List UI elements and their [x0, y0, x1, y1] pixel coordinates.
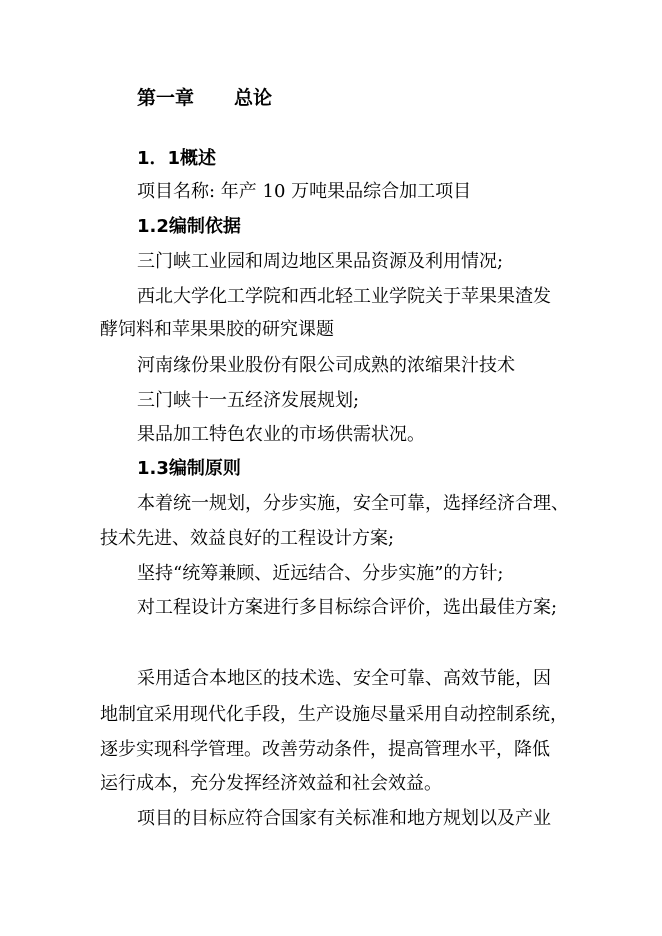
chapter-heading — [137, 86, 272, 110]
chapter-number: 第一章 — [137, 87, 195, 109]
section-heading-1-1: 1．1概述 — [137, 148, 217, 169]
basis-line: 酵饲料和苹果果胶的研究课题 — [100, 319, 334, 340]
basis-line: 三门峡十一五经济发展规划; — [137, 390, 360, 411]
principle-line: 对工程设计方案进行多目标综合评价，选出最佳方案; — [137, 597, 558, 618]
section-heading-1-3: 1.3编制原则 — [137, 458, 241, 479]
paragraph-line: 地制宜采用现代化手段，生产设施尽量采用自动控制系统， — [100, 704, 568, 725]
section-heading-1-2: 1.2编制依据 — [137, 216, 241, 237]
basis-line: 三门峡工业园和周边地区果品资源及利用情况; — [137, 251, 504, 272]
basis-line: 果品加工特色农业的市场供需状况。 — [137, 424, 425, 445]
project-name-line: 项目名称: 年产 10 万吨果品综合加工项目 — [137, 181, 472, 202]
principle-line: 本着统一规划，分步实施，安全可靠，选择经济合理、 — [137, 493, 569, 514]
paragraph-line: 采用适合本地区的技术选、安全可靠、高效节能，因 — [137, 668, 551, 689]
principle-line: 技术先进、效益良好的工程设计方案; — [100, 528, 395, 549]
paragraph-line: 项目的目标应符合国家有关标准和地方规划以及产业 — [137, 808, 551, 829]
principle-line: 坚持“统筹兼顾、近远结合、分步实施”的方针; — [137, 563, 504, 584]
basis-line: 河南缘份果业股份有限公司成熟的浓缩果汁技术 — [137, 355, 515, 376]
basis-line: 西北大学化工学院和西北轻工业学院关于苹果果渣发 — [137, 286, 551, 307]
paragraph-line: 运行成本，充分发挥经济效益和社会效益。 — [100, 773, 442, 794]
paragraph-line: 逐步实现科学管理。改善劳动条件，提高管理水平，降低 — [100, 739, 550, 760]
chapter-title: 总论 — [234, 87, 273, 109]
